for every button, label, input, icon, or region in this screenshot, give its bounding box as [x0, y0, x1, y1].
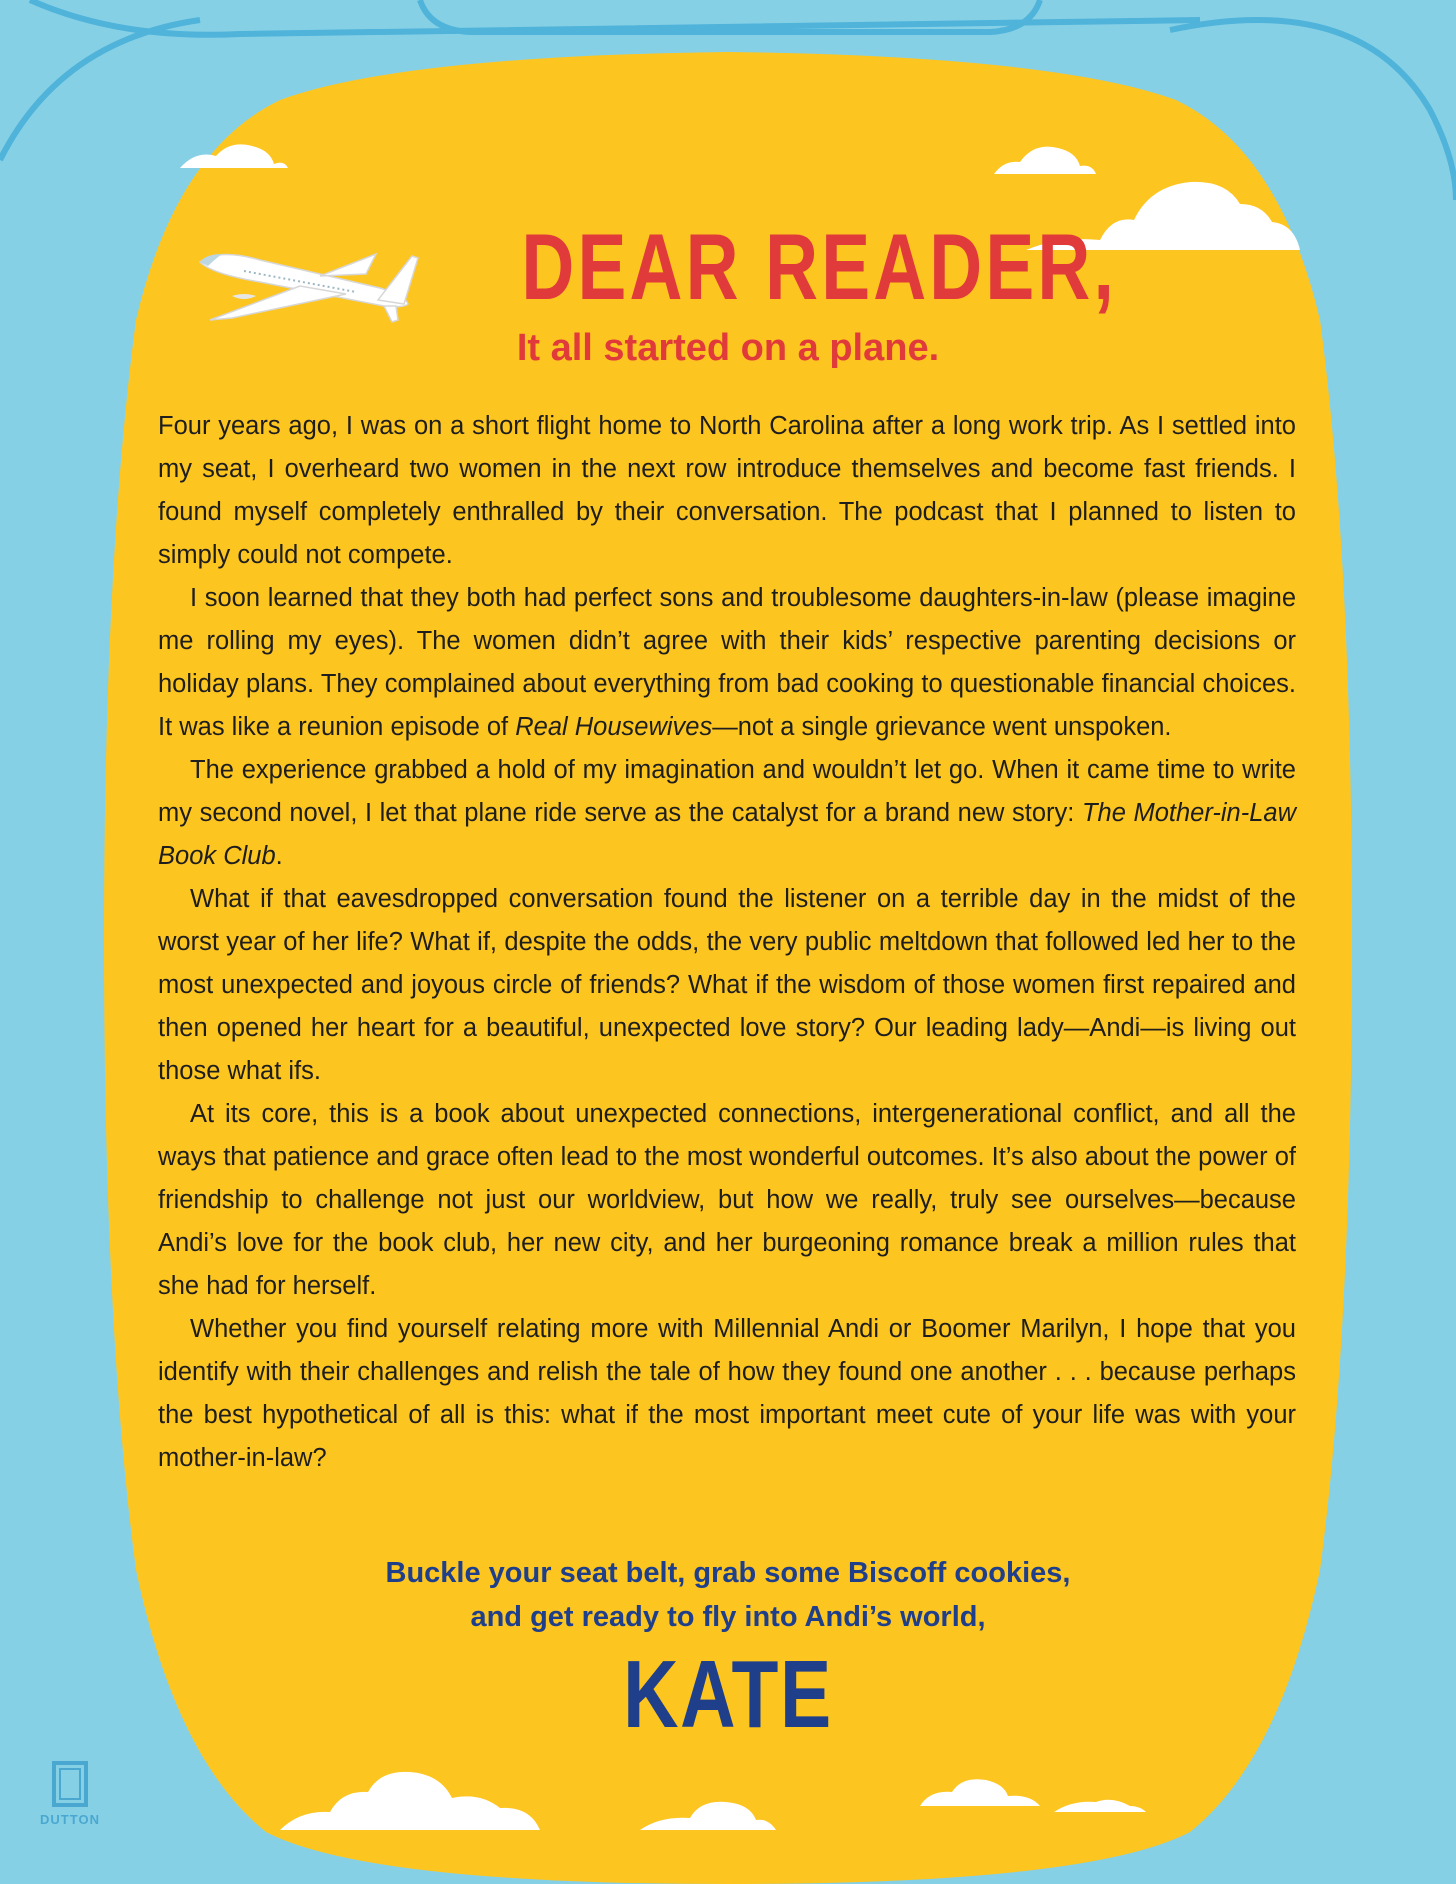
letter-text: .	[275, 842, 283, 870]
page-title: DEAR READER,	[521, 214, 1117, 319]
letter-paragraph: Whether you find yourself relating more with Millennial Andi or Boomer Marilyn, I hope that you identify with their challenges and relish the tale of how they found one another . . . because perhaps the best hypothetical of all is this: what if the most important meet cute of your life was with your mother-in-law?	[158, 1315, 1296, 1472]
letter-text: I soon learned that they both had perfect sons and troublesome daughters-in-law (please imagine me rolling my eyes). The women didn’t agree with their kids’ respective parenting decisions or holiday plans. They complained about everything from bad cooking to questionable financial choices. It was like a reunion episode of	[158, 584, 1296, 741]
publisher-name: DUTTON	[40, 1812, 100, 1827]
letter-body	[158, 405, 1296, 1480]
signoff-line: Buckle your seat belt, grab some Biscoff cookies,	[385, 1557, 1071, 1589]
dutton-logo-icon	[51, 1760, 89, 1808]
letter-paragraph	[158, 577, 1296, 749]
book-title: The Mother-in-Law Book Club	[158, 799, 1296, 870]
letter-text: —not a single grievance went unspoken.	[712, 713, 1172, 741]
signature: KATE	[623, 1641, 833, 1748]
show-title: Real Housewives	[515, 713, 713, 741]
publisher-logo	[30, 1760, 110, 1832]
letter-paragraph: At its core, this is a book about unexpected connections, intergenerational conflict, and all the ways that patience and grace often lead to the most wonderful outcomes. It’s also about the power of friendship to challenge not just our worldview, but how we really, truly see ourselves—because Andi’s love for the book club, her new city, and her burgeoning romance break a million rules that she had for herself.	[158, 1100, 1296, 1300]
letter-paragraph	[158, 749, 1296, 878]
letter-text: The experience grabbed a hold of my imagination and wouldn’t let go. When it came time to write my second novel, I let that plane ride serve as the catalyst for a brand new story:	[158, 756, 1296, 827]
letter-paragraph: What if that eavesdropped conversation found the listener on a terrible day in the midst of the worst year of her life? What if, despite the odds, the very public meltdown that followed led her to the most unexpected and joyous circle of friends? What if the wisdom of those women first repaired and then opened her heart for a beautiful, unexpected love story? Our leading lady—Andi—is living out those what ifs.	[158, 885, 1296, 1085]
signoff	[300, 1551, 1156, 1639]
letter-paragraph: Four years ago, I was on a short flight home to North Carolina after a long work trip. As I settled into my seat, I overheard two women in the next row introduce themselves and become fast friends. I found myself completely enthralled by their conversation. The podcast that I planned to listen to simply could not compete.	[158, 412, 1296, 569]
signoff-line: and get ready to fly into Andi’s world,	[470, 1601, 986, 1633]
page-subtitle: It all started on a plane.	[516, 327, 940, 369]
